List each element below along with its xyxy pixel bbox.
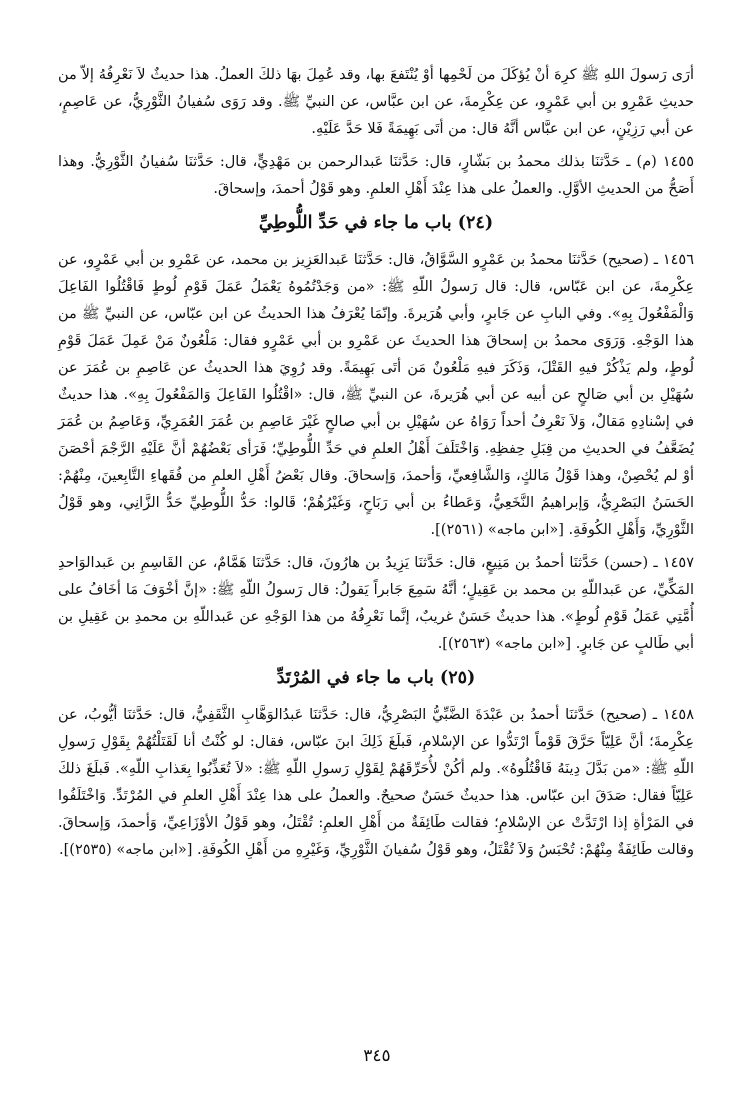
intro-paragraph: أرَى رَسولَ اللهِ ﷺ كرِهَ أنْ يُؤكَلَ من لَحْمِها أوْ يُنْتَفعَ بها، وقد عُمِلَ بهَا ذلكَ العملُ. هذا حديثٌ لاَ نَعْرِفُهُ إلاّ من حديثِ عَمْرِو بن أبي عَمْرٍو، عن عِكْرِمةَ، عن ابن عبَّاس، عن النبيِّ ﷺ. وقد رَوَى سُفيانُ الثَّوْرِيُّ، عن عَاصِمٍ، عن أبي رَزِيْنٍ، عن ابن عبَّاس أنَّهُ قال: من أتَى بَهِيمَةً فَلا حَدَّ عَلَيْهِ. <box>58 67 694 137</box>
chapter-25-title: (٢٥) باب ما جاء في المُرْتَدِّ <box>276 668 476 688</box>
page-number: ٣٤٥ <box>363 1046 391 1066</box>
hadith-1457-paragraph: ١٤٥٧ ـ (حسن) حَدَّثنَا أحمدُ بن مَنِيعٍ، قال: حَدَّثنَا يَزِيدُ بن هارُونَ، قال: حَدَّثنَا هَمَّامٌ، عن القَاسِمِ بن عَبدالوَاحدِ المَكِّيِّ، عن عَبداللّهِ بن محمد بن عَقِيلٍ؛ أنَّهُ سَمِعَ جَابراً يَقولُ: قال رَسولُ اللّهِ ﷺ: «إنَّ أخْوَفَ مَا أخَافُ على أُمَّتِي عَمَلُ قَوْمِ لُوطٍ». هذا حديثٌ حَسَنٌ غريبٌ، إنَّما نَعْرِفُهُ من هذا الوَجْهِ عن عَبداللّهِ بن محمدِ بن عَقِيلِ بن أبي طَالبٍ عن جَابرٍ. [«ابن ماجه» (٢٥٦٣)]. <box>58 555 694 652</box>
page-body <box>58 62 694 870</box>
hadith-1456-paragraph: ١٤٥٦ ـ (صحيح) حَدَّثنَا محمدُ بن عَمْرٍو السَّوَّاقُ، قال: حَدَّثنَا عَبدالعَزِيز بن محمد، عن عَمْرِو بن أبي عَمْرٍو، عن عِكْرِمةَ، عن ابن عَبّاس، قال: قال رَسولُ اللّهِ ﷺ: «من وَجَدْتُمُوهُ يَعْمَلُ عَمَلَ قَوْمِ لُوطٍ فَاقْتُلُوا الفَاعِلَ وَالْمَفْعُولَ بِهِ». وفي البابِ عن جَابرٍ، وأبي هُرَيرةَ. وإنّمَا يُعْرَفُ هذا الحديثُ عن ابن عبّاس، عن النبيِّ ﷺ من هذا الوَجْهِ. وَرَوَى محمدُ بن إسحاقَ هذا الحديثَ عن عَمْرِو بن أبي عَمْرٍو فقال: مَلْعُونٌ مَنْ عَمِلَ عَمَلَ قَوْمِ لُوطٍ، ولم يَذْكُرْ فيهِ القَتْلَ، وَذَكَرَ فيهِ مَلْعُونٌ مَن أتَى بَهِيمَةً. وقد رُوِيَ هذا الحديثُ عن عَاصِمِ بن عُمَرَ عن سُهَيْلِ بن أبي صَالحٍ عن أبيه عن أبي هُرَيرةَ، عن النبيِّ ﷺ، قال: «اقْتُلُوا الفَاعِلَ وَالمَفْعُولَ بِهِ». هذا حديثٌ في إسْنادِهِ مَقالٌ، وَلاَ نَعْرِفُ أحداً رَوَاهُ عن سُهَيْلِ بن أبي صالحٍ غَيْرَ عَاصِمِ بن عُمَرَ العُمَرِيِّ، وَعَاصِمُ بن عُمَرَ يُضَعَّفُ في الحديثِ من قِبَلِ حِفظِهِ. وَاخْتَلَفَ أَهْلُ العلمِ في حَدِّ اللُّوطِيِّ؛ فَرَأى بَعْضُهُمْ أنَّ عَلَيْهِ الرَّجْمَ أحْصَنَ أوْ لم يُحْصِنْ، وهذا قَوْلُ مَالكٍ، وَالشَّافِعيِّ، وَأحمدَ، وَإسحاقَ. وقال بَعْضُ أَهْلِ العلمِ من فُقَهاءِ التَّابِعينَ، مِنْهُمْ: الحَسَنُ البَصْرِيُّ، وَإبراهيمُ النَّخَعِيُّ، وَعَطاءُ بن أبي رَبَاحٍ، وَغَيْرُهُمْ؛ قَالوا: حَدُّ اللُّوطِيِّ حَدُّ الزَّانِي، وهو قَوْلُ الثَّوْرِيِّ، وَأَهْلِ الكُوفَةِ. [«ابن ماجه» (٢٥٦١)]. <box>58 252 694 538</box>
hadith-1455-paragraph: ١٤٥٥ (م) ـ حَدَّثنَا بذلك محمدُ بن بَشّارٍ، قال: حَدَّثنَا عَبدالرحمن بن مَهْدِيٍّ، قال: حَدَّثنَا سُفيانُ الثَّوْرِيُّ. وهذا أَصَحُّ من الحديثِ الأوَّلِ. والعملُ على هذا عِنْدَ أَهْلِ العلمِ. وهو قَوْلُ أحمدَ، وإسحاقَ. <box>58 154 694 197</box>
chapter-24-title: (٢٤) باب ما جاء في حَدِّ اللُّوطِيِّ <box>258 213 494 233</box>
hadith-1458-paragraph: ١٤٥٨ ـ (صحيح) حَدَّثنَا أحمدُ بن عَبْدَةَ الضَّبِّيُّ البَصْرِيُّ، قال: حَدَّثنَا عَبدُالوَهَّابِ الثَّقَفِيُّ، قال: حَدَّثنَا أيُّوبُ، عن عِكْرِمةَ؛ أنَّ عَلِيّاً حَرَّقَ قَوْماً ارْتَدُّوا عن الإسْلامِ، فَبلَغَ ذَلِكَ ابنَ عبّاس، فقال: لو كُنْتُ أنا لَقَتَلْتُهُمْ بِقَوْلِ رَسولِ اللّهِ ﷺ: «من بَدَّلَ دِينَهُ فَاقْتُلُوهُ». ولم أكُنْ لأُحَرِّقَهُمْ لِقَوْلِ رَسولِ اللّهِ ﷺ: «لاَ تُعَذِّبُوا بِعَذابِ اللّهِ». فَبلَغَ ذلكَ عَلِيّاً فقال: صَدَقَ ابن عبّاس. هذا حديثٌ حَسَنٌ صحيحٌ. والعملُ على هذا عِنْدَ أَهْلِ العلمِ في المُرْتَدِّ. وَاخْتَلَفُوا في المَرْأةِ إذا ارْتَدَّتْ عن الإسْلامِ؛ فقالت طَائِفَةٌ من أَهْلِ العلمِ: تُقْتَلُ، وهو قَوْلُ الأوْزَاعِيِّ، وَأحمدَ، وَإسحاقَ. وقالت طَائِفَةٌ مِنْهُمْ: تُحْبَسُ وَلاَ تُقْتَلُ، وهو قَوْلُ سُفيانَ الثَّوْرِيِّ، وَغَيْرِهِ من أَهْلِ الكُوفَةِ. [«ابن ماجه» (٢٥٣٥)]. <box>58 707 694 858</box>
